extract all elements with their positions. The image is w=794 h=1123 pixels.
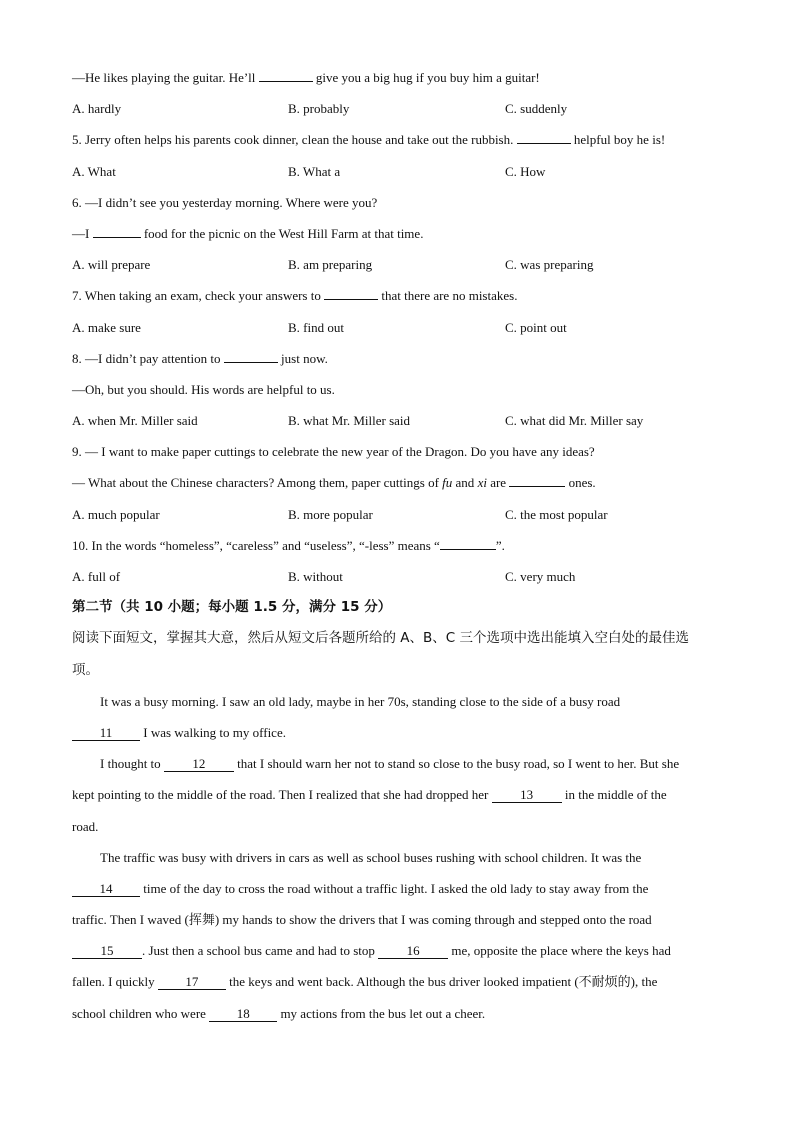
blank-14[interactable]: 14 — [72, 882, 140, 897]
q4-option-b[interactable]: B. probably — [288, 101, 350, 117]
passage-p2-line2 — [72, 779, 722, 810]
passage-p2-line2-post: in the middle of the — [564, 787, 667, 803]
q6-option-a[interactable]: A. will prepare — [72, 257, 151, 273]
q9-option-c[interactable]: C. the most popular — [505, 506, 608, 522]
q10-option-c[interactable]: C. very much — [505, 569, 576, 584]
passage-p2-line1 — [72, 748, 722, 779]
q8-option-a[interactable]: A. when Mr. Miller said — [72, 413, 198, 429]
passage-p2-line3: road. — [72, 818, 99, 834]
exam-page — [72, 62, 722, 1029]
q9-options — [72, 499, 722, 530]
passage-p3-line5-pre: fallen. I quickly — [72, 974, 155, 990]
q9-fu: fu — [442, 475, 453, 491]
blank-12[interactable]: 12 — [164, 757, 234, 772]
passage-p1-line2 — [72, 717, 722, 748]
passage-p3-line4-mid: . Just then a school bus came and had to stop — [142, 943, 375, 959]
q6-answer-blank[interactable] — [93, 223, 141, 238]
passage-p3-line5 — [72, 966, 722, 997]
q10-answer-blank[interactable] — [440, 535, 496, 550]
q9-and: and — [455, 475, 475, 491]
blank-13[interactable]: 13 — [492, 788, 562, 803]
passage-p2-line1-post: that I should warn her not to stand so close to the busy road, so I went to her. But she — [237, 756, 680, 772]
q8-answer-blank[interactable] — [224, 348, 278, 363]
q7-stem-post: that there are no mistakes. — [381, 288, 518, 304]
blank-17[interactable]: 17 — [158, 975, 226, 990]
section2-instruction-line1: 阅读下面短文，掌握其大意，然后从短文后各题所给的 A、B、C 三个选项中选出能填入空白处的最佳选 — [72, 630, 690, 647]
passage-p1-line2-post: I was walking to my office. — [143, 724, 286, 740]
q10-option-b[interactable]: B. without — [288, 569, 343, 584]
q5-stem-pre: 5. Jerry often helps his parents cook dinner, clean the house and take out the rubbish. — [72, 132, 514, 148]
q9-line2-post: ones. — [568, 475, 596, 491]
passage-p3-line6 — [72, 998, 722, 1029]
q9-answer-blank[interactable] — [509, 472, 565, 487]
q4-options — [72, 93, 722, 124]
passage-p3-line6-post: my actions from the bus let out a cheer. — [280, 1005, 486, 1021]
q9-option-b[interactable]: B. more popular — [288, 506, 373, 522]
q6-line2 — [72, 218, 722, 249]
blank-18[interactable]: 18 — [209, 1007, 277, 1022]
q7-option-a[interactable]: A. make sure — [72, 319, 141, 335]
section2-instruction-line2: 项。 — [72, 661, 99, 678]
q5-stem-post: helpful boy he is! — [573, 132, 666, 148]
q5-answer-blank[interactable] — [517, 129, 571, 144]
passage-p3-line2-post: time of the day to cross the road without a traffic light. I asked the old lady to stay away from the — [143, 880, 649, 896]
q5-stem — [72, 124, 722, 155]
passage-p2-line2-pre: kept pointing to the middle of the road. Then I realized that she had dropped her — [72, 787, 489, 803]
passage-p3-line5-post: the keys and went back. Although the bus driver looked impatient (不耐烦的), the — [229, 974, 658, 990]
q6-line2-post: food for the picnic on the West Hill Farm at that time. — [143, 225, 424, 241]
q6-option-c[interactable]: C. was preparing — [505, 257, 594, 273]
q8-option-c[interactable]: C. what did Mr. Miller say — [505, 413, 644, 429]
q6-line2-pre: —I — [72, 225, 90, 241]
passage-p1-line1: It was a busy morning. I saw an old lady, maybe in her 70s, standing close to the side of a busy road — [100, 693, 621, 709]
q8-options — [72, 405, 722, 436]
q10-stem-pre: 10. In the words “homeless”, “careless” and “useless”, “-less” means “ — [72, 537, 440, 553]
q4-line-pre: —He likes playing the guitar. He’ll — [72, 70, 256, 85]
blank-15[interactable]: 15 — [72, 944, 142, 959]
q10-options — [72, 561, 722, 592]
q8-option-b[interactable]: B. what Mr. Miller said — [288, 413, 411, 429]
q5-option-b[interactable]: B. What a — [288, 163, 341, 179]
q9-line1: 9. — I want to make paper cuttings to celebrate the new year of the Dragon. Do you have any ideas? — [72, 444, 595, 460]
q9-option-a[interactable]: A. much popular — [72, 506, 160, 522]
passage-p3-line6-pre: school children who were — [72, 1005, 206, 1021]
q8-line1 — [72, 343, 722, 374]
q5-option-c[interactable]: C. How — [505, 163, 546, 179]
passage-p3-line4 — [72, 935, 722, 966]
q4-answer-blank[interactable] — [259, 67, 313, 82]
passage-p3-line1: The traffic was busy with drivers in cars as well as school buses rushing with school children. It was the — [100, 849, 642, 865]
q6-options — [72, 249, 722, 280]
q8-line1-post: just now. — [281, 350, 328, 366]
q4-option-c[interactable]: C. suddenly — [505, 101, 568, 117]
q8-line2: —Oh, but you should. His words are helpful to us. — [72, 381, 335, 397]
q7-stem-pre: 7. When taking an exam, check your answers to — [72, 288, 321, 304]
q5-option-a[interactable]: A. What — [72, 163, 116, 179]
q10-stem-post: ”. — [495, 537, 505, 553]
blank-16[interactable]: 16 — [378, 944, 448, 959]
passage-p3-line2 — [72, 873, 722, 904]
q6-option-b[interactable]: B. am preparing — [288, 257, 373, 273]
q9-are: are — [490, 475, 507, 491]
q7-option-c[interactable]: C. point out — [505, 319, 567, 335]
q8-line1-pre: 8. —I didn’t pay attention to — [72, 350, 221, 366]
q10-stem — [72, 530, 722, 561]
passage-p3-line3: traffic. Then I waved (挥舞) my hands to show the drivers that I was coming through and stepped onto the road — [72, 912, 652, 928]
q9-line2-pre: — What about the Chinese characters? Among them, paper cuttings of — [72, 475, 439, 491]
blank-11[interactable]: 11 — [72, 726, 140, 741]
q4-dialogue-line — [72, 62, 722, 93]
q5-options — [72, 156, 722, 187]
q7-stem — [72, 280, 722, 311]
q7-answer-blank[interactable] — [324, 285, 378, 300]
passage-p3-line4-post: me, opposite the place where the keys had — [451, 943, 671, 959]
q7-option-b[interactable]: B. find out — [288, 319, 344, 335]
passage-p2-line1-pre: I thought to — [100, 756, 161, 772]
q7-options — [72, 312, 722, 343]
q9-xi: xi — [477, 475, 487, 491]
q4-option-a[interactable]: A. hardly — [72, 101, 122, 117]
q4-line-post: give you a big hug if you buy him a guitar! — [315, 70, 540, 85]
q9-line2 — [72, 467, 722, 498]
q6-line1: 6. —I didn’t see you yesterday morning. Where were you? — [72, 194, 378, 210]
q10-option-a[interactable]: A. full of — [72, 569, 121, 584]
section2-title: 第二节（共 10 小题；每小题 1.5 分，满分 15 分） — [72, 599, 392, 616]
